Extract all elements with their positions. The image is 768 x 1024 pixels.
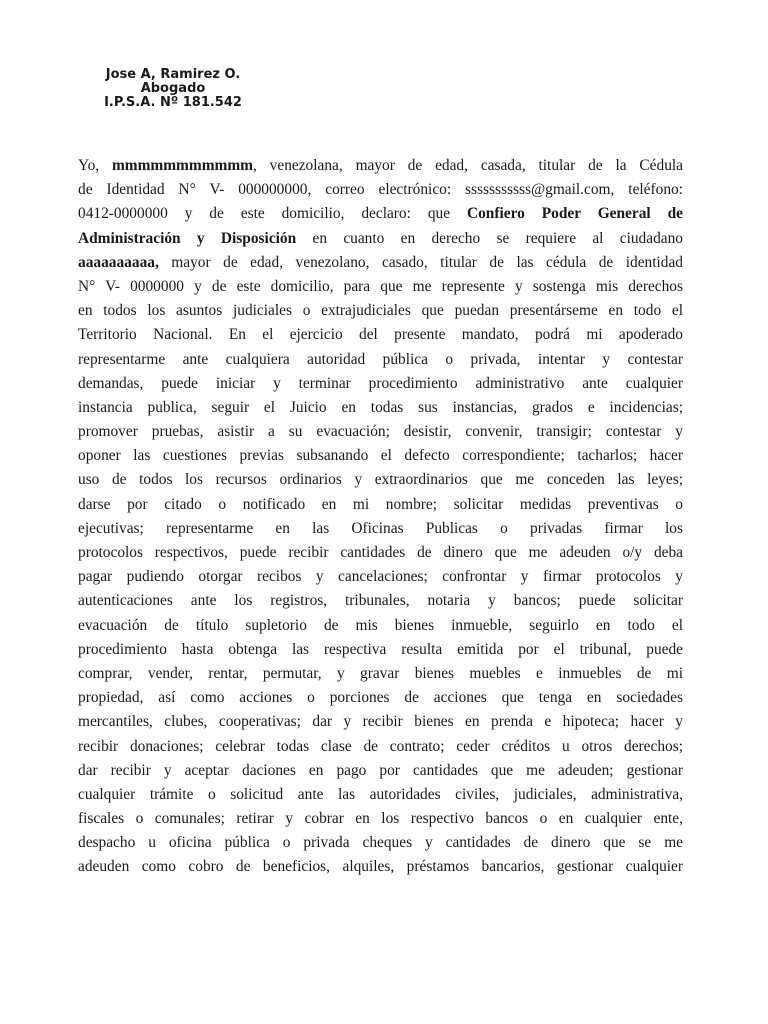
text-run: mayor de edad, venezolano, casado, titular de las cédula de identidad [158, 253, 683, 271]
text-line [78, 589, 683, 613]
text-run: de Identidad N° V- 000000000, correo electrónico: sssssssssss@gmail.com, teléfono: [78, 181, 683, 199]
text-line [78, 759, 683, 783]
text-run: adeuden como cobro de beneficios, alquiles, préstamos bancarios, gestionar cualquier [78, 858, 683, 876]
text-run: promover pruebas, asistir a su evacuación; desistir, convenir, transigir; contestar y [78, 423, 683, 441]
text-run: demandas, puede iniciar y terminar procedimiento administrativo ante cualquier [78, 374, 683, 392]
bold-text: mmmmmmmmmmm [111, 157, 253, 174]
lawyer-title: Abogado [140, 81, 206, 96]
text-line [78, 275, 683, 299]
text-run: Yo, [78, 157, 112, 174]
text-run: N° V- 0000000 y de este domicilio, para que me represente y sostenga mis derechos [78, 277, 683, 295]
text-line [78, 565, 683, 589]
text-line [78, 493, 683, 517]
text-run: recibir donaciones; celebrar todas clase de contrato; ceder créditos u otros derechos; [78, 737, 683, 755]
text-run: dar recibir y aceptar daciones en pago por cantidades que me adeuden; gestionar [78, 761, 683, 779]
text-run: representarme ante cualquiera autoridad pública o privada, intentar y contestar [78, 350, 683, 368]
text-run: fiscales o comunales; retirar y cobrar en los respectivo bancos o en cualquier ente, [78, 810, 683, 828]
text-run: pagar pudiendo otorgar recibos y cancelaciones; confrontar y firmar protocolos y [78, 568, 683, 586]
text-run: en todos los asuntos judiciales o extrajudiciales que puedan presentárseme en todo el [78, 302, 683, 320]
letterhead [88, 68, 258, 110]
text-line [78, 396, 683, 420]
text-line [78, 855, 683, 879]
text-line [78, 323, 683, 347]
text-run: en cuanto en derecho se requiere al ciudadano [296, 229, 683, 247]
bold-text: Administración y Disposición [78, 229, 297, 247]
text-run: comprar, vender, rentar, permutar, y gravar bienes muebles e inmuebles de mi [78, 664, 683, 682]
text-line [78, 807, 683, 831]
power-of-attorney-text [78, 154, 683, 880]
text-line [78, 154, 683, 178]
text-line [78, 372, 683, 396]
text-line [78, 227, 683, 251]
lawyer-registration: I.P.S.A. Nº 181.542 [104, 95, 242, 110]
text-run: mercantiles, clubes, cooperativas; dar y recibir bienes en prenda e hipoteca; hacer y [78, 713, 683, 731]
bold-text: Confiero Poder General de [466, 205, 683, 223]
text-run: autenticaciones ante los registros, tribunales, notaria y bancos; puede solicitar [78, 592, 683, 610]
text-line [78, 614, 683, 638]
text-line [78, 420, 683, 444]
lawyer-name: Jose A, Ramirez O. [105, 67, 241, 82]
text-run: instancia publica, seguir el Juicio en todas sus instancias, grados e incidencias; [78, 398, 683, 416]
text-line [78, 638, 683, 662]
text-run: procedimiento hasta obtenga las respectiva resulta emitida por el tribunal, puede [78, 640, 683, 658]
text-run: Territorio Nacional. En el ejercicio del presente mandato, podrá mi apoderado [78, 326, 683, 344]
text-run: protocolos respectivos, puede recibir cantidades de dinero que me adeuden o/y deba [78, 544, 683, 561]
text-run: propiedad, así como acciones o porciones de acciones que tenga en sociedades [78, 689, 683, 707]
text-run: uso de todos los recursos ordinarios y extraordinarios que me conceden las leyes; [78, 471, 683, 489]
text-run: darse por citado o notificado en mi nombre; solicitar medidas preventivas o [78, 495, 683, 513]
text-line [78, 541, 683, 565]
text-run: , venezolana, mayor de edad, casada, titular de la Cédula [252, 157, 683, 174]
text-line [78, 686, 683, 710]
text-run: cualquier trámite o solicitud ante las autoridades civiles, judiciales, administrativa, [78, 785, 683, 803]
text-line [78, 831, 683, 855]
text-run: 0412-0000000 y de este domicilio, declaro: que [78, 205, 467, 223]
text-line [78, 517, 683, 541]
text-run: evacuación de título supletorio de mis bienes inmueble, seguirlo en todo el [78, 616, 683, 634]
text-run: despacho u oficina pública o privada cheques y cantidades de dinero que se me [78, 834, 683, 852]
text-line [78, 710, 683, 734]
text-line [78, 735, 683, 759]
bold-text: aaaaaaaaaa, [78, 253, 159, 271]
text-run: ejecutivas; representarme en las Oficinas Publicas o privadas firmar los [78, 519, 683, 537]
text-run: oponer las cuestiones previas subsanando el defecto correspondiente; tacharlos; hacer [78, 447, 683, 465]
text-line [78, 299, 683, 323]
text-line [78, 444, 683, 468]
text-line [78, 251, 683, 275]
text-line [78, 348, 683, 372]
text-line [78, 662, 683, 686]
text-line [78, 783, 683, 807]
text-line [78, 178, 683, 202]
text-line [78, 202, 683, 226]
text-line [78, 468, 683, 492]
